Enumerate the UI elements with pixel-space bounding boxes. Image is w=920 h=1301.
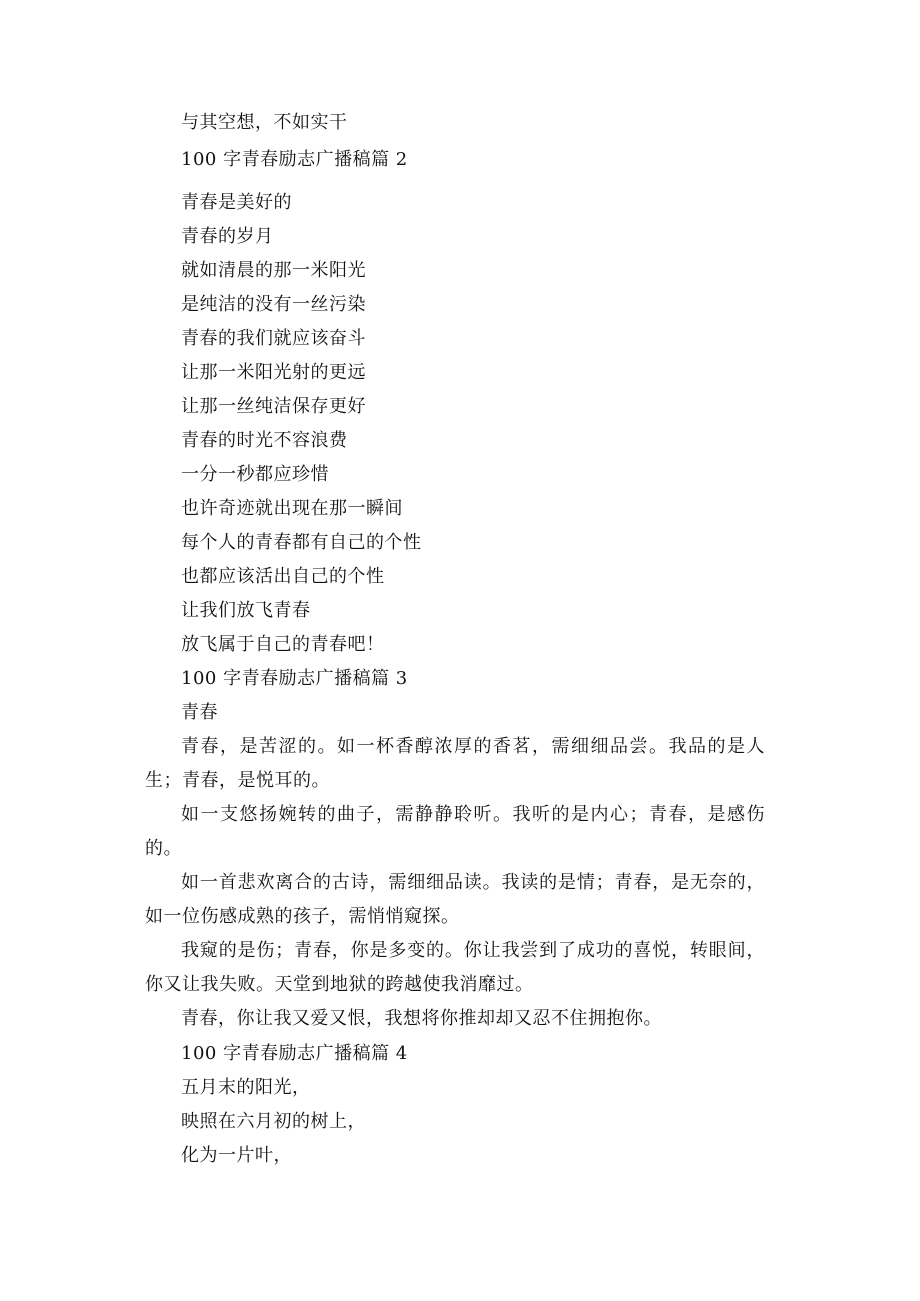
intro-line: 与其空想，不如实干 — [181, 112, 348, 133]
poem-line: 也许奇迹就出现在那一瞬间 — [181, 498, 403, 519]
paragraph: 如一首悲欢离合的古诗，需细细品读。我读的是情；青春，是无奈的，如一位伤感成熟的孩子，需悄悄窥探。 — [145, 872, 765, 927]
paragraph: 我窥的是伤；青春，你是多变的。你让我尝到了成功的喜悦，转眼间，你又让我失败。天堂到地狱的跨越使我消靡过。 — [145, 940, 765, 995]
section-heading-2: 100 字青春励志广播稿篇 2 — [181, 149, 408, 170]
section-heading-4: 100 字青春励志广播稿篇 4 — [181, 1043, 408, 1064]
section-title: 青春 — [181, 702, 218, 723]
poem-line: 是纯洁的没有一丝污染 — [181, 294, 366, 315]
poem-line: 一分一秒都应珍惜 — [181, 464, 329, 485]
poem-line: 化为一片叶， — [181, 1145, 292, 1166]
poem-line: 放飞属于自己的青春吧！ — [181, 634, 385, 655]
section-heading-3: 100 字青春励志广播稿篇 3 — [181, 668, 408, 689]
poem-line: 让我们放飞青春 — [181, 600, 311, 621]
poem-line: 也都应该活出自己的个性 — [181, 566, 385, 587]
poem-line: 让那一米阳光射的更远 — [181, 362, 366, 383]
paragraph: 如一支悠扬婉转的曲子，需静静聆听。我听的是内心；青春，是感伤的。 — [145, 804, 765, 859]
poem-line: 青春是美好的 — [181, 192, 292, 213]
paragraph: 青春，你让我又爱又恨，我想将你推却却又忍不住拥抱你。 — [181, 1008, 662, 1029]
poem-line: 青春的时光不容浪费 — [181, 430, 348, 451]
poem-line: 就如清晨的那一米阳光 — [181, 260, 366, 281]
poem-line: 青春的我们就应该奋斗 — [181, 328, 366, 349]
poem-line: 映照在六月初的树上， — [181, 1111, 366, 1132]
paragraph: 青春，是苦涩的。如一杯香醇浓厚的香茗，需细细品尝。我品的是人生；青春，是悦耳的。 — [145, 736, 765, 791]
poem-line: 每个人的青春都有自己的个性 — [181, 532, 422, 553]
poem-line: 让那一丝纯洁保存更好 — [181, 396, 366, 417]
poem-line: 五月末的阳光， — [181, 1077, 311, 1098]
poem-line: 青春的岁月 — [181, 226, 274, 247]
